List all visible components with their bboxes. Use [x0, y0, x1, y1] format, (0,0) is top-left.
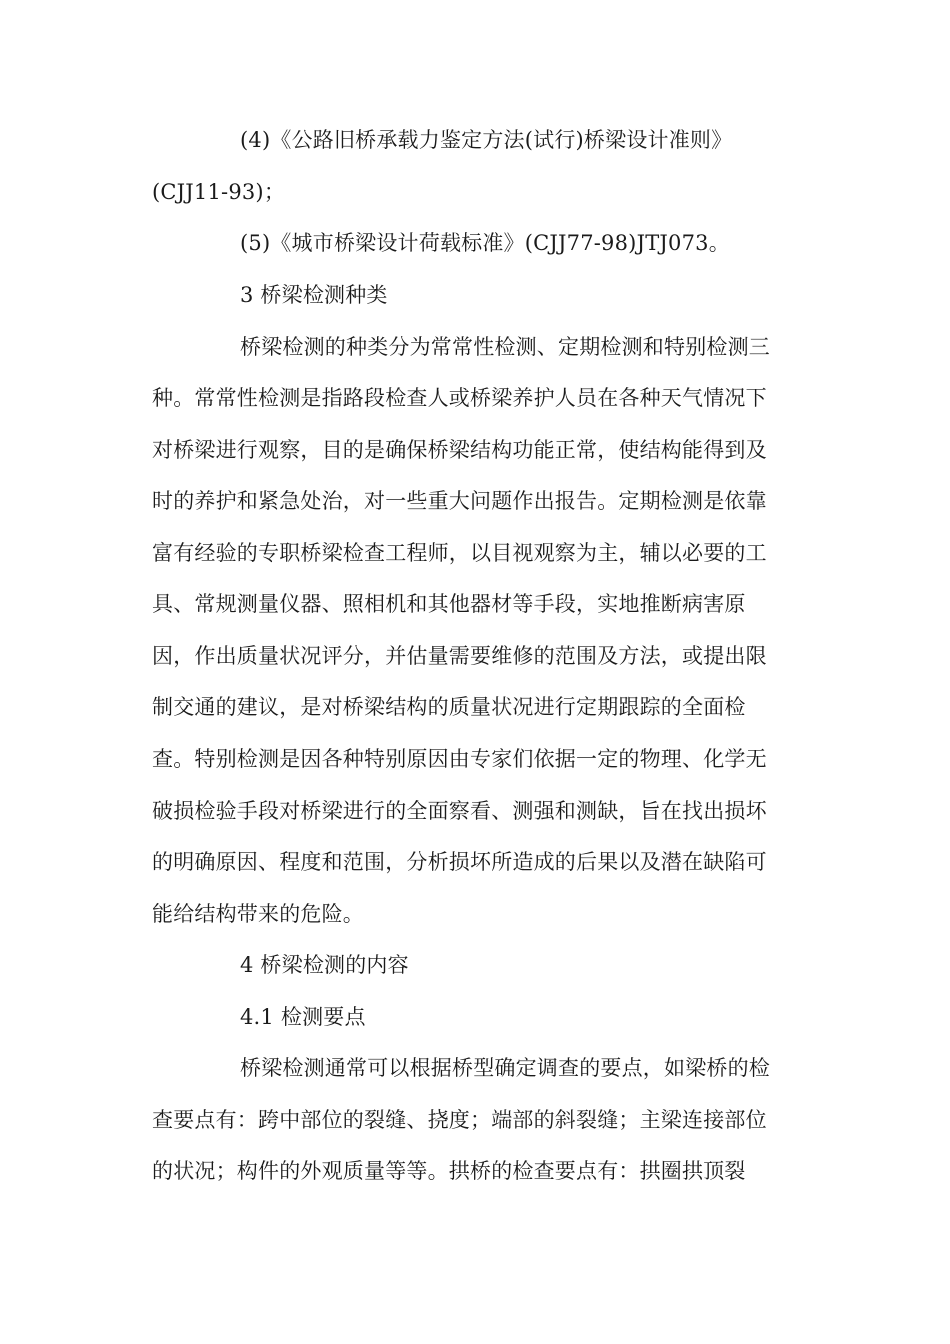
- text-line: 的明确原因、程度和范围，分析损坏所造成的后果以及潜在缺陷可: [152, 850, 767, 874]
- text-line: 制交通的建议，是对桥梁结构的质量状况进行定期跟踪的全面检: [152, 695, 746, 719]
- text-line: 能给结构带来的危险。: [152, 902, 364, 926]
- text-line: 查。特别检测是因各种特别原因由专家们依据一定的物理、化学无: [152, 747, 767, 771]
- text-line: 富有经验的专职桥梁检查工程师，以目视观察为主，辅以必要的工: [152, 541, 767, 565]
- text-line: 查要点有：跨中部位的裂缝、挠度；端部的斜裂缝；主梁连接部位: [152, 1108, 767, 1132]
- text-line: (5)《城市桥梁设计荷载标准》(CJJ77-98)JTJ073。: [240, 231, 730, 255]
- text-line: 种。常常性检测是指路段检查人或桥梁养护人员在各种天气情况下: [152, 386, 767, 410]
- subsection-heading: 4.1 检测要点: [240, 1005, 366, 1029]
- text-line: 对桥梁进行观察，目的是确保桥梁结构功能正常，使结构能得到及: [152, 438, 767, 462]
- section-heading: 4 桥梁检测的内容: [240, 953, 409, 977]
- text-line: 的状况；构件的外观质量等等。拱桥的检查要点有：拱圈拱顶裂: [152, 1159, 746, 1183]
- text-line: 桥梁检测通常可以根据桥型确定调查的要点，如梁桥的检: [240, 1056, 770, 1080]
- text-line: (4)《公路旧桥承载力鉴定方法(试行)桥梁设计准则》: [240, 128, 733, 152]
- text-line: 桥梁检测的种类分为常常性检测、定期检测和特别检测三: [240, 335, 770, 359]
- text-line: 时的养护和紧急处治，对一些重大问题作出报告。定期检测是依靠: [152, 489, 767, 513]
- text-line: 因，作出质量状况评分，并估量需要维修的范围及方法，或提出限: [152, 644, 767, 668]
- section-heading: 3 桥梁检测种类: [240, 283, 388, 307]
- text-line: (CJJ11-93)；: [152, 180, 286, 204]
- text-line: 具、常规测量仪器、照相机和其他器材等手段，实地推断病害原: [152, 592, 746, 616]
- text-line: 破损检验手段对桥梁进行的全面察看、测强和测缺，旨在找出损坏: [152, 799, 767, 823]
